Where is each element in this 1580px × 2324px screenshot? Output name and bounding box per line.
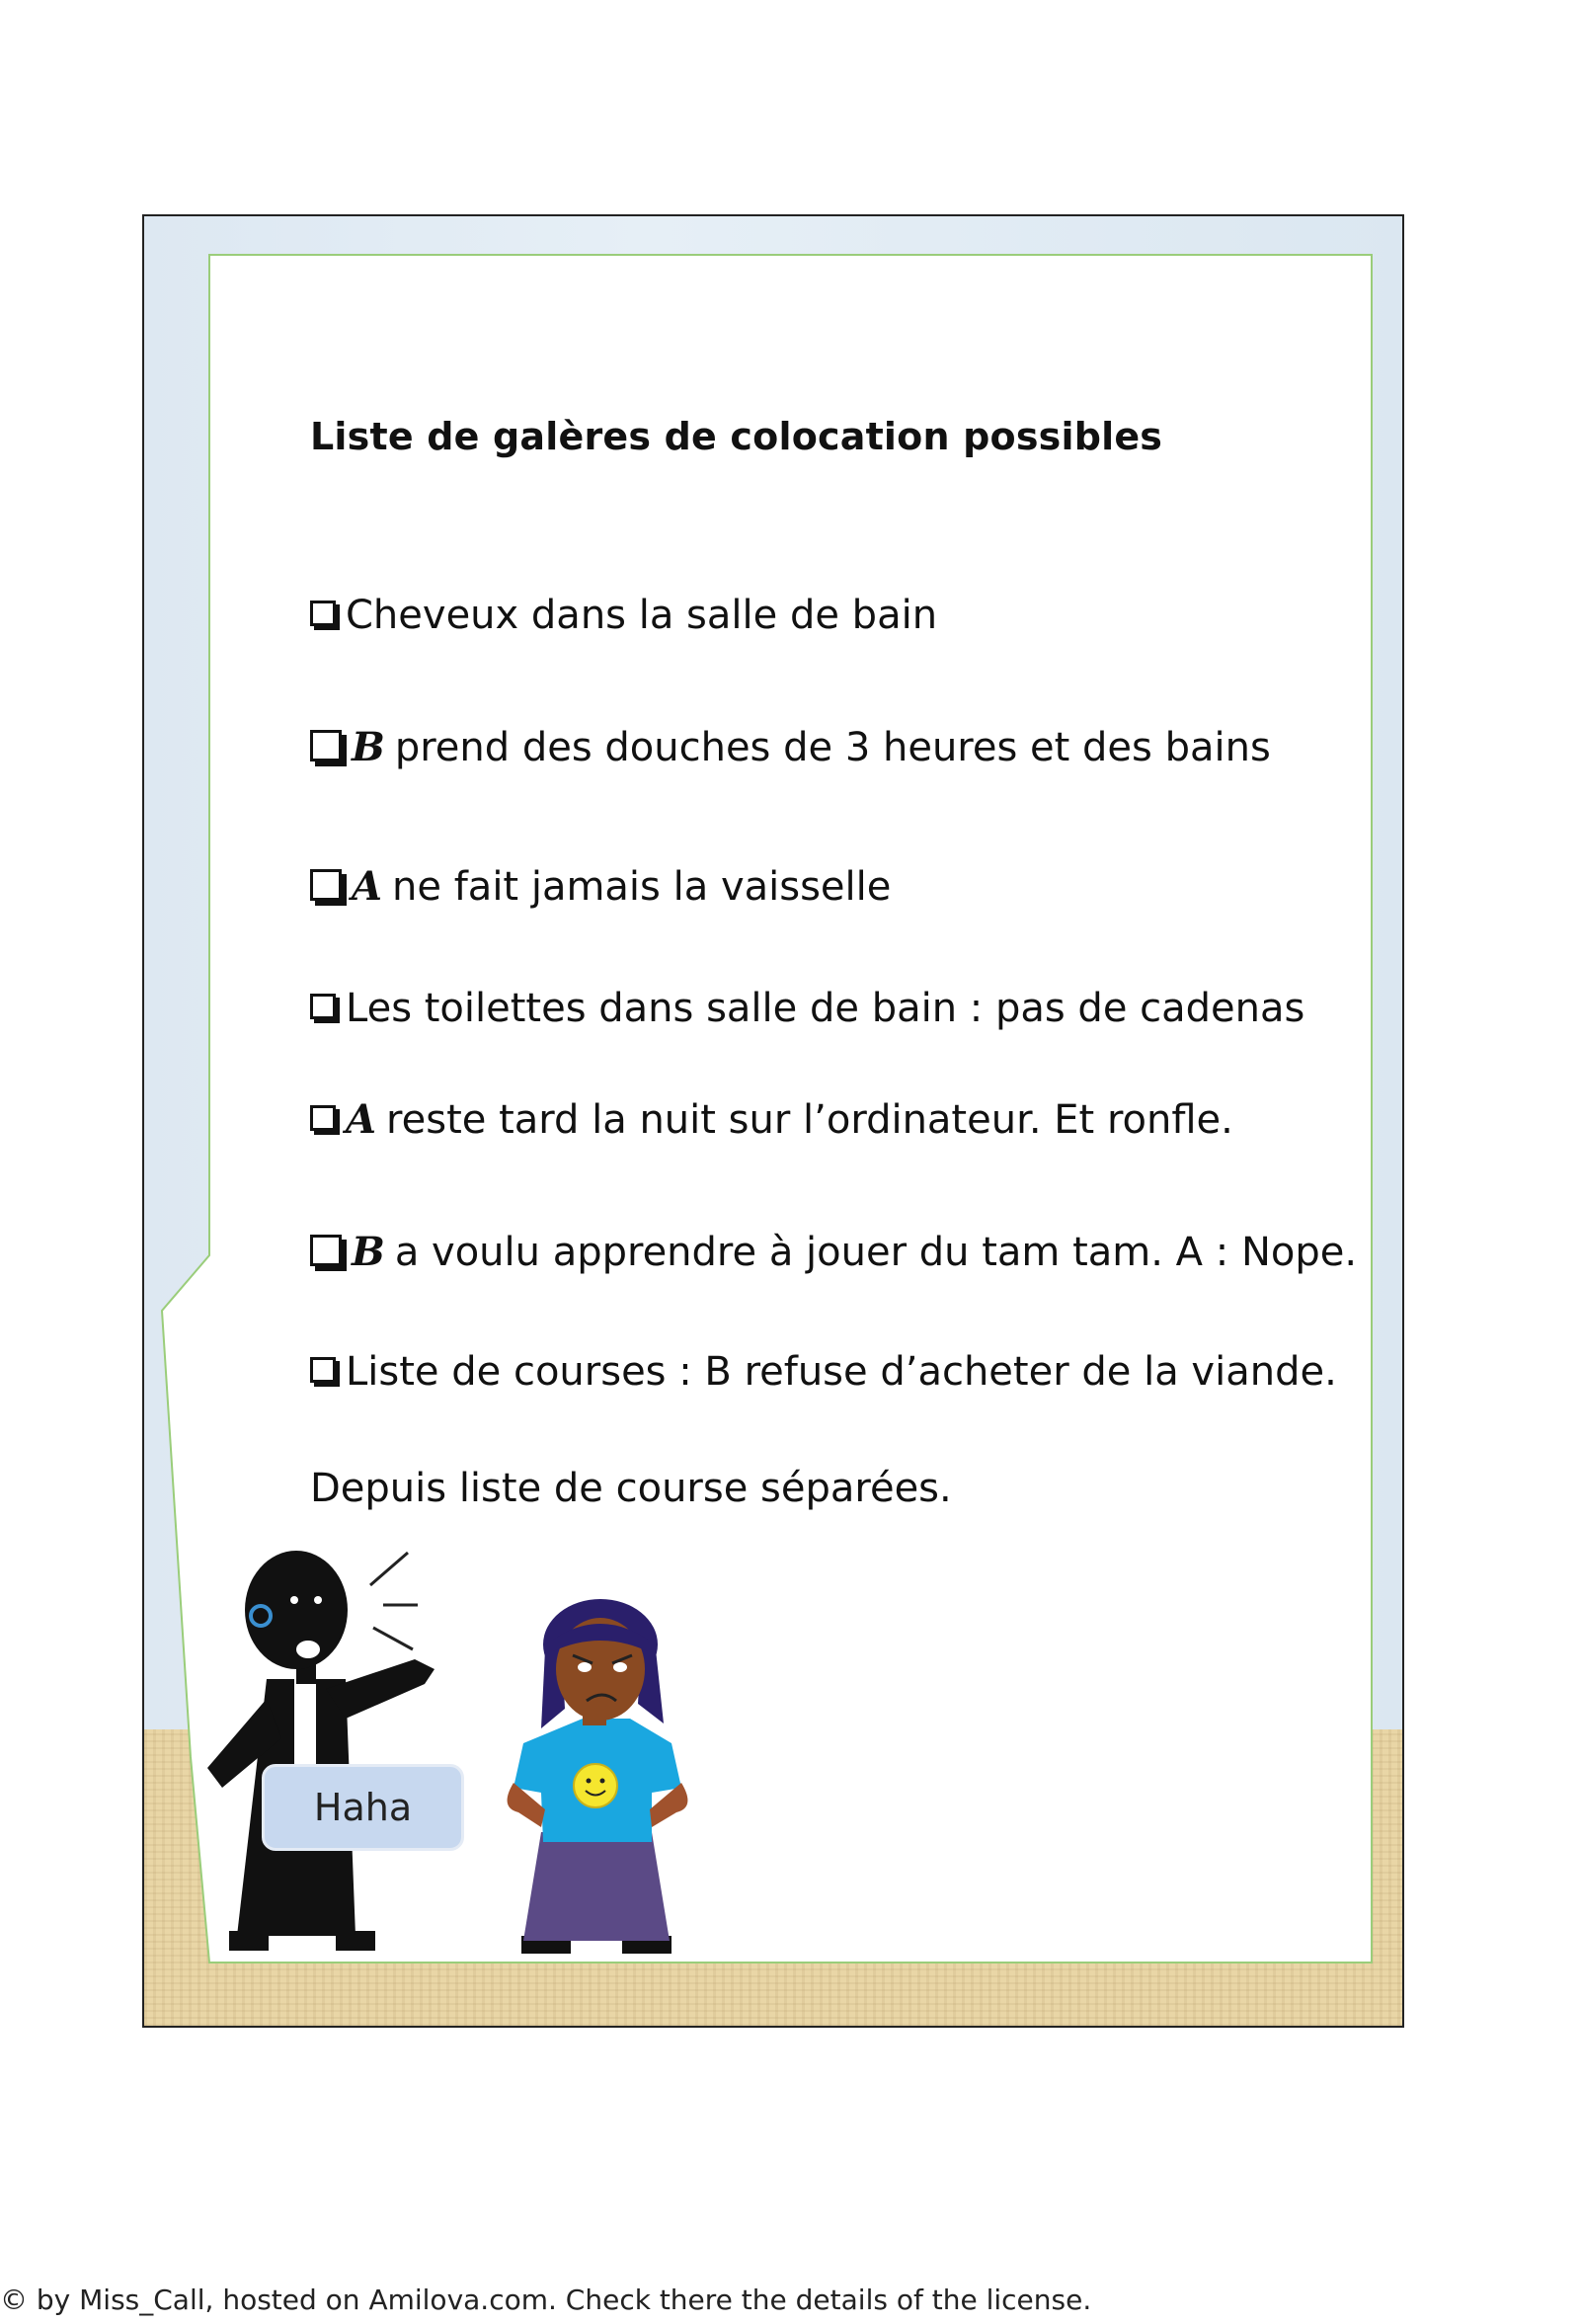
roommate-b-glyph: B [352, 1229, 385, 1275]
character-right [508, 1599, 688, 1954]
character-left [207, 1551, 434, 1951]
laugh-lines [370, 1553, 418, 1649]
speech-bubble [262, 1764, 464, 1851]
item-text: reste tard la nuit sur l’ordinateur. Et ronfle. [386, 1096, 1233, 1143]
roommate-a-glyph: A [352, 863, 383, 910]
page-title: Liste de galères de colocation possibles [310, 415, 1163, 458]
license-footer: © by Miss_Call, hosted on Amilova.com. Check there the details of the license. [0, 2284, 1092, 2316]
item-text: ne fait jamais la vaisselle [392, 863, 892, 910]
item-text: Liste de courses : B refuse d’acheter de la viande. [346, 1349, 1337, 1395]
speech-bubble-text: Haha [313, 1786, 413, 1829]
item-text: Les toilettes dans salle de bain : pas de cadenas [346, 986, 1305, 1031]
item-text: Cheveux dans la salle de bain [346, 593, 938, 638]
roommate-b-glyph: B [352, 724, 385, 770]
item-text: a voulu apprendre à jouer du tam tam. A : Nope. [394, 1229, 1358, 1275]
item-text: prend des douches de 3 heures et des bains [394, 724, 1271, 770]
roommate-a-glyph: A [346, 1096, 377, 1143]
after-note: Depuis liste de course séparées. [310, 1466, 952, 1511]
smiley-face-icon [574, 1764, 617, 1807]
